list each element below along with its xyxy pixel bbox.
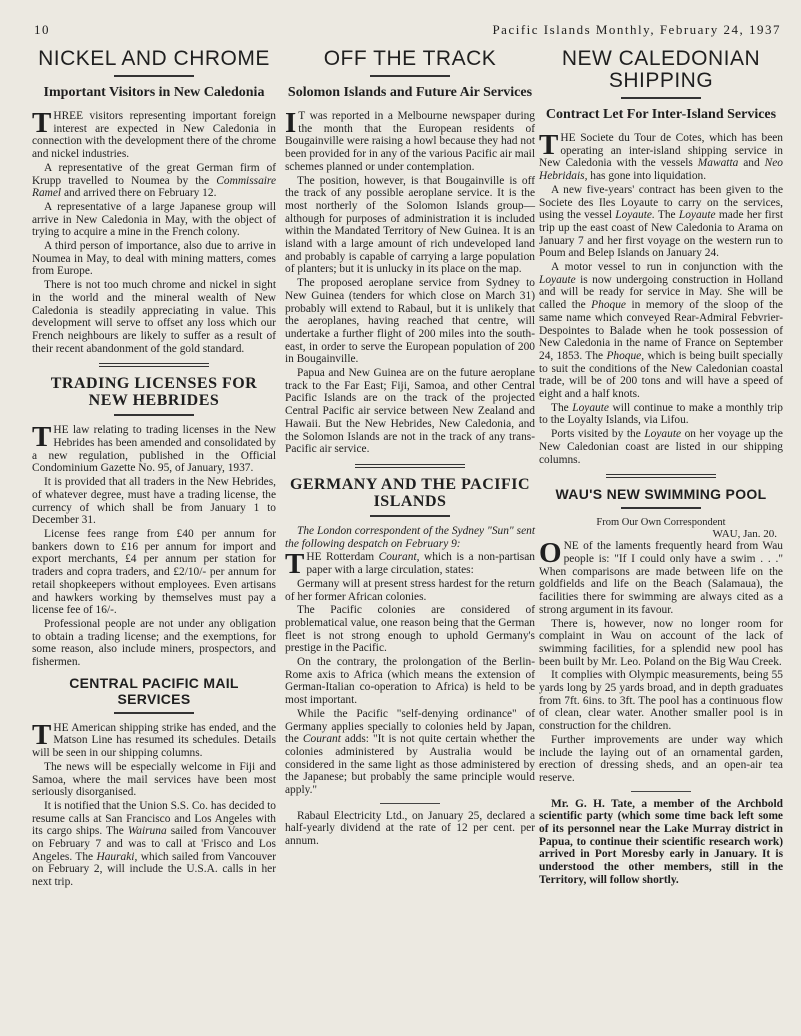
article-paragraph: THE Rotterdam Courant, which is a non-partisan paper with a large circulation, states: [285,548,535,581]
article-byline: From Our Own Correspondent [596,517,726,529]
page-header [34,22,781,40]
article-paragraph: Papua and New Guinea are on the future aeroplane track to the Far East; Fiji, Samoa, and other Central Pacific Islands are on the track of the projected Central Pacific air service between New Zealand and Hawaii. But the New Hebrides, New Caledonia, and the Solomon Islands are not in the track of any trans-Pacific air service. [285,367,535,456]
article-paragraph: A third person of importance, also due to arrive in Noumea in May, to deal with mining matters, comes from Europe. [32,240,276,278]
title-rule [621,97,701,99]
page-number: 10 [34,22,50,37]
article-paragraph: The proposed aeroplane service from Sydney to New Guinea (tenders for which close on March 31) probably will extend to Rabaul, but it is unlikely that the aeroplanes, having reached that centre, will undertake a further flight of 200 miles into the south-east, in order to serve the European population of 200 in Bougainville. [285,277,535,366]
column-2 [285,48,535,849]
section-divider [355,464,465,468]
article-title: TRADING LICENSES FOR NEW HEBRIDES [50,375,258,410]
short-divider [380,803,440,804]
article-title: GERMANY AND THE PACIFIC ISLANDS [289,475,531,510]
title-rule [114,712,194,714]
article-paragraph: There is, however, now no longer room for complaint in Wau on account of the lack of swimming facilities, for a splendid new pool has been built by Mr. Leo. Poland on the Big Wau Creek. [539,617,783,668]
drop-cap: I [285,107,297,139]
article-title: NEW CALEDONIAN SHIPPING [561,47,761,92]
article-germany-pacific [285,476,535,797]
article-paragraph: A motor vessel to run in conjunction with the Loyaute is now undergoing construction in Holland and will be ready for service in May. She will be called the Phoque in memory of the sloop of the same name which conveyed Rear-Admiral Febvrier-Despointes to Balade when he took possession of New Caledonia in the name of France on September 24, 1853. The Phoque, which is being built specially to suit the conditions of the New Caledonian coastal trade, will be of 200 tons and will have a speed of eight and a half knots. [539,261,783,401]
article-dateline: WAU, Jan. 20. [712,528,777,541]
article-title: WAU'S NEW SWIMMING POOL [555,486,767,503]
drop-cap: T [539,129,559,161]
article-wau-swimming-pool [539,486,783,784]
article-subtitle: Important Visitors in New Caledonia [43,85,265,100]
article-paragraph: It is provided that all traders in the New Hebrides, of whatever degree, must have a trading license, the currency of which shall be from January 1 to December 31. [32,476,276,527]
article-paragraph: It is notified that the Union S.S. Co. has decided to resume calls at San Francisco and Los Angeles with its cargo ships. The Wairuna sailed from Vancouver on February 7 and was to call at 'Frisco and Los Angeles. The Hauraki, which sailed from Vancouver on February 2, will include the U.S.A. calls in her next trip. [32,799,276,889]
drop-cap: O [539,537,562,570]
title-rule [114,414,194,416]
column-3 [539,48,783,888]
article-intro: The London correspondent of the Sydney "Sun" sent the following despatch on February 9: [285,524,535,550]
article-nickel-chrome [32,48,276,355]
article-title: NICKEL AND CHROME [38,47,270,70]
article-paragraph: Mr. G. H. Tate, a member of the Archbold scientific party (which some time back left some of its personnel near the Lake Murray district in Papua, to continue their scientific research work) arrived in Port Moresby early in January. It is understood the other members, still in the Territory, will follow shortly. [539,797,783,886]
article-paragraph: The Pacific colonies are considered of problematical value, one reason being that the German fleet is not strong enough to uphold Germany's prestige in the Pacific. [285,604,535,655]
article-paragraph: Germany will at present stress hardest for the return of her former African colonies. [285,577,535,603]
article-paragraph: ONE of the laments frequently heard from Wau people is: "If I could only have a swim . . ." When comparisons are made between life on the goldfields and life on the Beach (Salamaua), the facilities there for swimming are always cited as a strong argument in its favour. [539,537,783,616]
article-title: CENTRAL PACIFIC MAIL SERVICES [69,674,239,707]
article-paragraph: There is not too much chrome and nickel in sight in the world and the mineral wealth of New Caledonia is steadily appreciating in value. This development will serve to offset any loss which our French neighbours are likely to suffer as a result of their recent abandonment of the gold standard. [32,279,276,355]
drop-cap: T [32,421,52,454]
article-paragraph: THREE visitors representing important foreign interest are expected in New Caledonia in connection with the development there of the chrome and nickel industries. [32,107,276,161]
article-paragraph: A new five-years' contract has been given to the Societe des Iles Loyaute to carry on the services, using the vessel Loyaute. The Loyaute made her first trip up the east coast of New Caledonia to Arama on January 7 and her first voyage on the western run to Poum and Belep Islands on January 24. [539,183,783,260]
article-paragraph: The position, however, is that Bougainville is off the track of any possible aeroplane service. It is the most northerly of the Solomon Islands group—although for purposes of administration it is included within the Mandated Territory of New Guinea. It is an island with a large amount of rich undeveloped land and probably is capable of carrying a large population of planters; but it is unlucky in its place on the map. [285,174,535,276]
drop-cap: T [32,718,52,751]
title-rule [370,75,450,77]
article-paragraph: Further improvements are under way which include the laying out of an ornamental garden, erection of dressing sheds, and an open-air tea reserve. [539,733,783,784]
section-divider [99,363,209,367]
article-paragraph: The Loyaute will continue to make a monthly trip to the Loyalty Islands, via Lifou. [539,401,783,427]
article-paragraph: I T was reported in a Melbourne newspaper during the month that the European residents of Bougainville were raising a howl because they had not been provided for in any of the various Pacific air mail schemes planned or under contemplation. [285,107,535,173]
running-title: Pacific Islands Monthly, February 24, 1937 [492,22,781,37]
article-paragraph: A representative of the great German firm of Krupp travelled to Noumea by the Commissaire Ramel and arrived there on February 12. [32,161,276,200]
article-subtitle: Contract Let For Inter-Island Services [545,107,777,122]
article-paragraph: Ports visited by the Loyaute on her voyage up the New Caledonian coast are listed in our shipping columns. [539,428,783,466]
drop-cap: T [32,107,52,139]
section-divider [606,474,716,478]
article-paragraph: On the contrary, the prolongation of the Berlin-Rome axis to Africa (which means the extension of German-Italian co-operation to Africa) is held to be most important. [285,656,535,707]
article-paragraph: The news will be especially welcome in Fiji and Samoa, where the mail services have been most seriously disorganised. [32,760,276,799]
title-rule [114,75,194,77]
drop-cap: T [285,548,305,581]
article-title: OFF THE TRACK [323,47,497,70]
article-central-pacific-mail [32,675,276,889]
article-paragraph: License fees range from £40 per annum for bankers down to £16 per annum for import and export merchants, £4 per annum per station for traders and copra traders, and £2/10/- per annum for retail shopkeepers without employees. Even artisans and hawkers working by themselves must pay a license fee of 16/-. [32,527,276,617]
short-divider [631,791,691,792]
title-rule [621,507,701,509]
article-paragraph: THE law relating to trading licenses in the New Hebrides has been amended and consolidated by a new regulation, published in the Official Condominium Gazette No. 95, of January, 1937. [32,421,276,475]
article-paragraph: THE Societe du Tour de Cotes, which has been operating an inter-island shipping service in New Caledonia with the vessels Mawatta and Neo Hebridais, has gone into liquidation. [539,129,783,183]
article-paragraph: It complies with Olympic measurements, being 55 yards long by 25 yards broad, and in depth graduates from 7ft. 6ins. to 3ft. The pool has a continuous flow of clean, clear water. Another smaller pool is in construction for the children. [539,669,783,733]
article-subtitle: Solomon Islands and Future Air Services [287,85,533,100]
article-new-caledonian-shipping [539,48,783,466]
article-paragraph: Rabaul Electricity Ltd., on January 25, declared a half-yearly dividend at the rate of 12 per cent. per annum. [285,809,535,848]
article-trading-licenses [32,375,276,668]
article-paragraph: A representative of a large Japanese group will arrive in New Caledonia in May, with the object of trying to acquire a mine in the French colony. [32,200,276,239]
article-off-the-track [285,48,535,456]
column-1 [32,48,276,890]
article-paragraph: Professional people are not under any obligation to obtain a trading license; and the exemptions, for some reason, also include miners, prospectors, and fishermen. [32,617,276,669]
title-rule [370,515,450,517]
article-paragraph: While the Pacific "self-denying ordinance" of Germany applies specially to colonies held by Japan, the Courant adds: "It is not quite certain whether the colonies administered by Australia would be considered in the same light as those administered by the Japanese; but probably the same principle would apply." [285,707,535,797]
article-paragraph: THE American shipping strike has ended, and the Matson Line has resumed its schedules. Details will be seen in our shipping columns. [32,718,276,760]
